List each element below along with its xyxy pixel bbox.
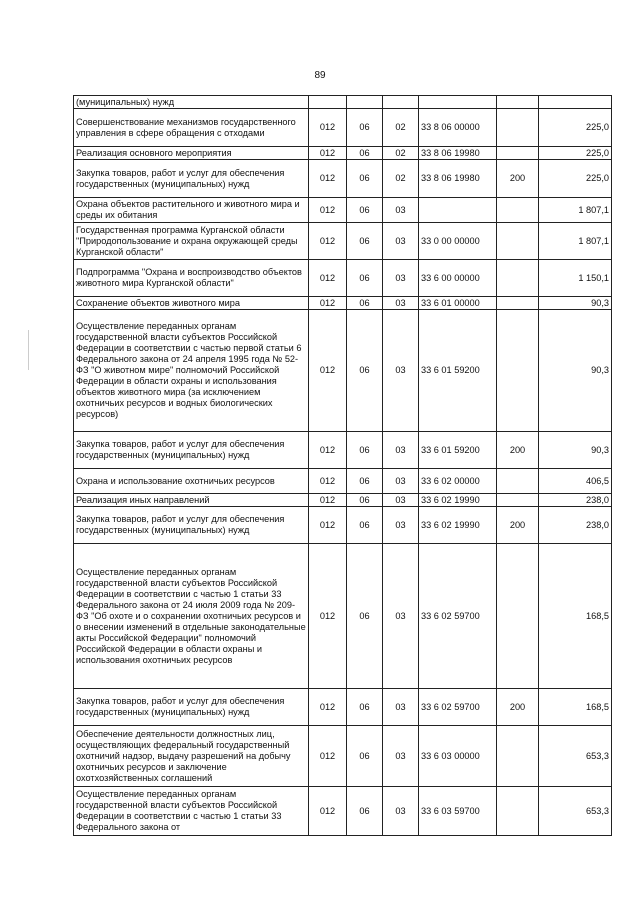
subsection-code-cell: 03: [383, 787, 419, 836]
table-row: [74, 160, 612, 198]
target-article-code-cell: 33 8 06 19980: [419, 160, 497, 198]
row-name-cell: Государственная программа Курганской области "Природопользование и охрана окружающей среды Курганской области": [74, 223, 309, 260]
expense-type-code-cell: [497, 198, 539, 223]
section-code-cell: 06: [347, 544, 383, 689]
expense-type-code-cell: [497, 494, 539, 507]
target-article-code-cell: 33 6 02 19990: [419, 507, 497, 544]
target-article-code-cell: [419, 96, 497, 109]
subsection-code-cell: 02: [383, 147, 419, 160]
amount-cell: 225,0: [539, 109, 612, 147]
subsection-code-cell: 03: [383, 260, 419, 297]
target-article-code-cell: 33 6 03 00000: [419, 726, 497, 787]
target-article-code-cell: 33 6 02 59700: [419, 544, 497, 689]
table-row: [74, 726, 612, 787]
amount-cell: 1 807,1: [539, 223, 612, 260]
expense-type-code-cell: [497, 96, 539, 109]
expense-type-code-cell: [497, 310, 539, 432]
amount-cell: 168,5: [539, 544, 612, 689]
table-row: [74, 260, 612, 297]
target-article-code-cell: 33 8 06 19980: [419, 147, 497, 160]
row-name-cell: Охрана объектов растительного и животного мира и среды их обитания: [74, 198, 309, 223]
table-row: [74, 147, 612, 160]
target-article-code-cell: 33 6 02 59700: [419, 689, 497, 726]
table-body: [74, 96, 612, 836]
row-name-cell: Совершенствование механизмов государственного управления в сфере обращения с отходами: [74, 109, 309, 147]
table-row: [74, 198, 612, 223]
subsection-code-cell: 03: [383, 726, 419, 787]
section-code-cell: 06: [347, 198, 383, 223]
row-name-cell: Реализация основного мероприятия: [74, 147, 309, 160]
subsection-code-cell: 03: [383, 432, 419, 469]
target-article-code-cell: 33 6 01 59200: [419, 432, 497, 469]
amount-cell: 1 807,1: [539, 198, 612, 223]
section-code-cell: 06: [347, 494, 383, 507]
table-row: [74, 109, 612, 147]
ministry-code-cell: 012: [309, 198, 347, 223]
section-code-cell: 06: [347, 507, 383, 544]
ministry-code-cell: 012: [309, 260, 347, 297]
section-code-cell: 06: [347, 223, 383, 260]
ministry-code-cell: 012: [309, 432, 347, 469]
expense-type-code-cell: 200: [497, 689, 539, 726]
row-name-cell: Осуществление переданных органам государственной власти субъектов Российской Федерации в соответствии с частью 1 статьи 33 Федерального закона от 24 июля 2009 года № 209-ФЗ "Об охоте и о сохранении охотничьих ресурсов и о внесении изменений в отдельные законодательные акты Российской Федерации" полномочий Российской Федерации в области охраны и использования охотничьих ресурсов: [74, 544, 309, 689]
section-code-cell: 06: [347, 147, 383, 160]
ministry-code-cell: 012: [309, 469, 347, 494]
row-name-cell: Подпрограмма "Охрана и воспроизводство объектов животного мира Курганской области": [74, 260, 309, 297]
section-code-cell: 06: [347, 160, 383, 198]
row-name-cell: Обеспечение деятельности должностных лиц, осуществляющих федеральный государственный охотничий надзор, выдачу разрешений на добычу охотничьих ресурсов и заключение охотхозяйственных соглашений: [74, 726, 309, 787]
amount-cell: 90,3: [539, 310, 612, 432]
row-name-cell: Сохранение объектов животного мира: [74, 297, 309, 310]
subsection-code-cell: 03: [383, 198, 419, 223]
ministry-code-cell: 012: [309, 494, 347, 507]
ministry-code-cell: 012: [309, 109, 347, 147]
section-code-cell: 06: [347, 109, 383, 147]
expense-type-code-cell: [497, 544, 539, 689]
section-code-cell: [347, 96, 383, 109]
amount-cell: 653,3: [539, 726, 612, 787]
subsection-code-cell: 03: [383, 297, 419, 310]
amount-cell: [539, 96, 612, 109]
table-row: [74, 96, 612, 109]
expense-type-code-cell: [497, 260, 539, 297]
table-row: [74, 297, 612, 310]
amount-cell: 238,0: [539, 507, 612, 544]
subsection-code-cell: 02: [383, 109, 419, 147]
row-name-cell: Охрана и использование охотничьих ресурсов: [74, 469, 309, 494]
section-code-cell: 06: [347, 310, 383, 432]
expense-type-code-cell: [497, 147, 539, 160]
section-code-cell: 06: [347, 787, 383, 836]
table-row: [74, 432, 612, 469]
target-article-code-cell: 33 6 02 19990: [419, 494, 497, 507]
row-name-cell: Закупка товаров, работ и услуг для обеспечения государственных (муниципальных) нужд: [74, 689, 309, 726]
table-row: [74, 310, 612, 432]
expense-type-code-cell: [497, 726, 539, 787]
expense-type-code-cell: 200: [497, 507, 539, 544]
ministry-code-cell: 012: [309, 160, 347, 198]
row-name-cell: Закупка товаров, работ и услуг для обеспечения государственных (муниципальных) нужд: [74, 160, 309, 198]
amount-cell: 90,3: [539, 432, 612, 469]
table-row: [74, 507, 612, 544]
amount-cell: 1 150,1: [539, 260, 612, 297]
ministry-code-cell: 012: [309, 310, 347, 432]
subsection-code-cell: 03: [383, 494, 419, 507]
target-article-code-cell: 33 6 00 00000: [419, 260, 497, 297]
expense-type-code-cell: [497, 109, 539, 147]
section-code-cell: 06: [347, 260, 383, 297]
amount-cell: 168,5: [539, 689, 612, 726]
subsection-code-cell: [383, 96, 419, 109]
target-article-code-cell: 33 0 00 00000: [419, 223, 497, 260]
expense-type-code-cell: [497, 223, 539, 260]
ministry-code-cell: 012: [309, 297, 347, 310]
row-name-cell: (муниципальных) нужд: [74, 96, 309, 109]
amount-cell: 225,0: [539, 147, 612, 160]
table-row: [74, 494, 612, 507]
table-row: [74, 544, 612, 689]
subsection-code-cell: 03: [383, 310, 419, 432]
target-article-code-cell: 33 6 01 59200: [419, 310, 497, 432]
subsection-code-cell: 03: [383, 544, 419, 689]
section-code-cell: 06: [347, 726, 383, 787]
table-row: [74, 689, 612, 726]
section-code-cell: 06: [347, 469, 383, 494]
row-name-cell: Осуществление переданных органам государственной власти субъектов Российской Федерации в соответствии с частью первой статьи 6 Федерального закона от 24 апреля 1995 года № 52-ФЗ "О животном мире" полномочий Российской Федерации в области охраны и использования объектов животного мира (за исключением охотничьих ресурсов и водных биологических ресурсов): [74, 310, 309, 432]
ministry-code-cell: 012: [309, 147, 347, 160]
expense-type-code-cell: 200: [497, 432, 539, 469]
expense-type-code-cell: [497, 787, 539, 836]
amount-cell: 653,3: [539, 787, 612, 836]
subsection-code-cell: 03: [383, 223, 419, 260]
row-name-cell: Закупка товаров, работ и услуг для обеспечения государственных (муниципальных) нужд: [74, 432, 309, 469]
ministry-code-cell: 012: [309, 689, 347, 726]
table-row: [74, 223, 612, 260]
target-article-code-cell: 33 6 03 59700: [419, 787, 497, 836]
row-name-cell: Реализация иных направлений: [74, 494, 309, 507]
subsection-code-cell: 02: [383, 160, 419, 198]
ministry-code-cell: [309, 96, 347, 109]
target-article-code-cell: [419, 198, 497, 223]
page-number: 89: [314, 70, 326, 81]
section-code-cell: 06: [347, 297, 383, 310]
target-article-code-cell: 33 6 01 00000: [419, 297, 497, 310]
section-code-cell: 06: [347, 689, 383, 726]
amount-cell: 238,0: [539, 494, 612, 507]
section-code-cell: 06: [347, 432, 383, 469]
ministry-code-cell: 012: [309, 223, 347, 260]
amount-cell: 225,0: [539, 160, 612, 198]
budget-table: [73, 95, 612, 836]
row-name-cell: Закупка товаров, работ и услуг для обеспечения государственных (муниципальных) нужд: [74, 507, 309, 544]
amount-cell: 406,5: [539, 469, 612, 494]
ministry-code-cell: 012: [309, 726, 347, 787]
ministry-code-cell: 012: [309, 787, 347, 836]
expense-type-code-cell: [497, 469, 539, 494]
expense-type-code-cell: 200: [497, 160, 539, 198]
ministry-code-cell: 012: [309, 544, 347, 689]
scan-artifact: [28, 330, 29, 370]
table-row: [74, 469, 612, 494]
target-article-code-cell: 33 8 06 00000: [419, 109, 497, 147]
subsection-code-cell: 03: [383, 689, 419, 726]
subsection-code-cell: 03: [383, 469, 419, 494]
table-row: [74, 787, 612, 836]
ministry-code-cell: 012: [309, 507, 347, 544]
subsection-code-cell: 03: [383, 507, 419, 544]
row-name-cell: Осуществление переданных органам государственной власти субъектов Российской Федерации в соответствии с частью 1 статьи 33 Федерального закона от: [74, 787, 309, 836]
expense-type-code-cell: [497, 297, 539, 310]
amount-cell: 90,3: [539, 297, 612, 310]
target-article-code-cell: 33 6 02 00000: [419, 469, 497, 494]
